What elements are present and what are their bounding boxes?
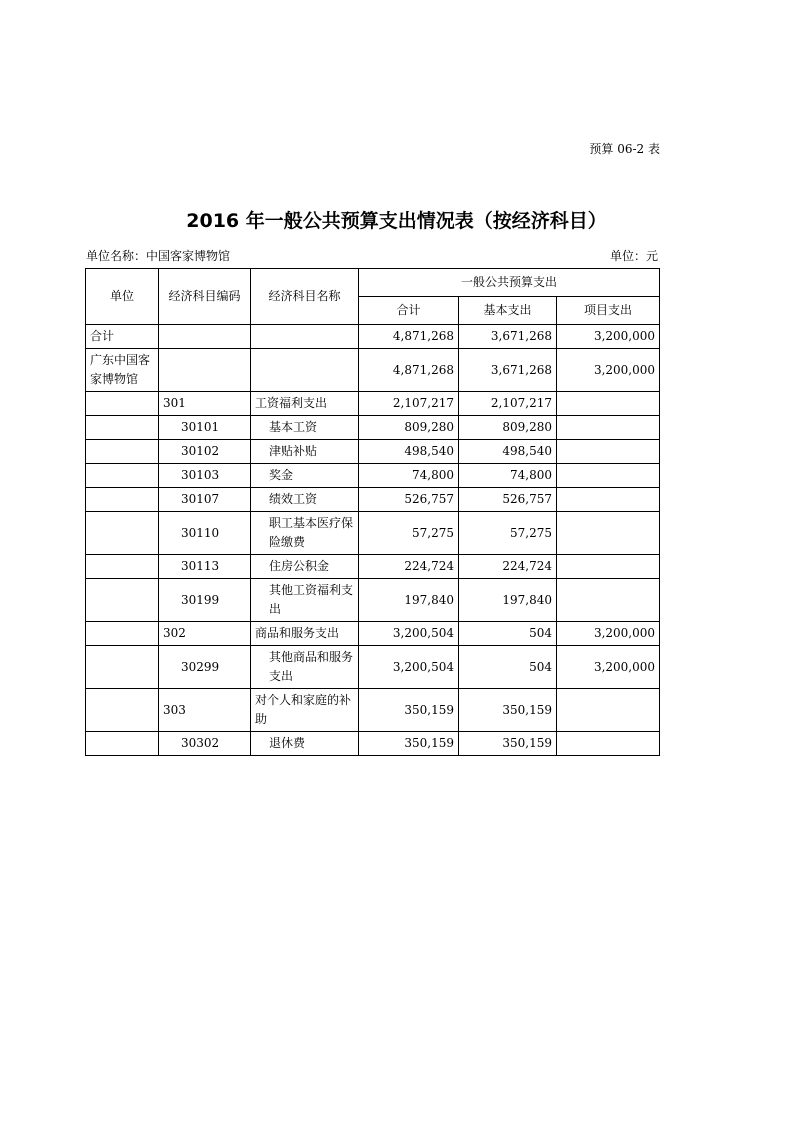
- cell-basic: 526,757: [459, 488, 557, 512]
- cell-basic: 504: [459, 622, 557, 646]
- cell-project: [557, 512, 660, 555]
- cell-project: [557, 689, 660, 732]
- cell-project: [557, 488, 660, 512]
- table-row: [86, 646, 660, 689]
- cell-name: 商品和服务支出: [251, 622, 359, 646]
- cell-name: 其他工资福利支出: [251, 579, 359, 622]
- cell-code: 30102: [159, 440, 251, 464]
- cell-total: 3,200,504: [359, 622, 459, 646]
- cell-basic: 2,107,217: [459, 392, 557, 416]
- cell-basic: 74,800: [459, 464, 557, 488]
- cell-name: 工资福利支出: [251, 392, 359, 416]
- header-total: 合计: [359, 297, 459, 325]
- cell-name: 基本工资: [251, 416, 359, 440]
- cell-project: [557, 416, 660, 440]
- cell-name: 对个人和家庭的补助: [251, 689, 359, 732]
- cell-name: [251, 325, 359, 349]
- cell-code: 30101: [159, 416, 251, 440]
- table-row: [86, 732, 660, 756]
- cell-code: 30110: [159, 512, 251, 555]
- cell-unit: [86, 646, 159, 689]
- currency-unit-label: 单位：元: [609, 249, 658, 263]
- cell-name: 津贴补贴: [251, 440, 359, 464]
- cell-total: 2,107,217: [359, 392, 459, 416]
- cell-name: 退休费: [251, 732, 359, 756]
- cell-unit: 合计: [86, 325, 159, 349]
- cell-code: 30299: [159, 646, 251, 689]
- cell-basic: 504: [459, 646, 557, 689]
- form-number: 预算 06-2 表: [589, 142, 660, 156]
- budget-table: [85, 268, 660, 756]
- header-basic: 基本支出: [459, 297, 557, 325]
- cell-total: 350,159: [359, 732, 459, 756]
- cell-basic: 224,724: [459, 555, 557, 579]
- cell-project: 3,200,000: [557, 349, 660, 392]
- header-unit: 单位: [86, 269, 159, 325]
- cell-code: [159, 349, 251, 392]
- cell-unit: [86, 622, 159, 646]
- cell-total: 74,800: [359, 464, 459, 488]
- cell-basic: 3,671,268: [459, 325, 557, 349]
- cell-basic: 3,671,268: [459, 349, 557, 392]
- cell-project: 3,200,000: [557, 622, 660, 646]
- cell-unit: [86, 392, 159, 416]
- table-row: [86, 622, 660, 646]
- header-code: 经济科目编码: [159, 269, 251, 325]
- table-row: [86, 689, 660, 732]
- cell-name: 其他商品和服务支出: [251, 646, 359, 689]
- cell-unit: [86, 416, 159, 440]
- cell-name: [251, 349, 359, 392]
- table-row: [86, 464, 660, 488]
- cell-total: 3,200,504: [359, 646, 459, 689]
- cell-project: [557, 579, 660, 622]
- table-row: [86, 579, 660, 622]
- table-row: [86, 512, 660, 555]
- cell-total: 498,540: [359, 440, 459, 464]
- header-project: 项目支出: [557, 297, 660, 325]
- cell-project: [557, 392, 660, 416]
- cell-total: 4,871,268: [359, 349, 459, 392]
- cell-total: 57,275: [359, 512, 459, 555]
- cell-code: 302: [159, 622, 251, 646]
- cell-code: 30302: [159, 732, 251, 756]
- cell-name: 绩效工资: [251, 488, 359, 512]
- table-row: [86, 349, 660, 392]
- cell-project: [557, 732, 660, 756]
- cell-name: 住房公积金: [251, 555, 359, 579]
- cell-unit: [86, 555, 159, 579]
- cell-unit: [86, 689, 159, 732]
- cell-total: 224,724: [359, 555, 459, 579]
- cell-basic: 57,275: [459, 512, 557, 555]
- cell-name: 职工基本医疗保险缴费: [251, 512, 359, 555]
- table-row: [86, 555, 660, 579]
- cell-unit: 广东中国客家博物馆: [86, 349, 159, 392]
- cell-total: 809,280: [359, 416, 459, 440]
- cell-unit: [86, 512, 159, 555]
- cell-code: 30113: [159, 555, 251, 579]
- table-row: [86, 488, 660, 512]
- cell-code: 301: [159, 392, 251, 416]
- cell-unit: [86, 440, 159, 464]
- cell-basic: 498,540: [459, 440, 557, 464]
- cell-basic: 350,159: [459, 689, 557, 732]
- cell-project: [557, 440, 660, 464]
- cell-project: [557, 464, 660, 488]
- table-row: [86, 440, 660, 464]
- cell-basic: 197,840: [459, 579, 557, 622]
- cell-project: 3,200,000: [557, 325, 660, 349]
- cell-code: 30103: [159, 464, 251, 488]
- table-row: [86, 392, 660, 416]
- cell-code: 303: [159, 689, 251, 732]
- cell-code: 30199: [159, 579, 251, 622]
- unit-name-label: 单位名称：中国客家博物馆: [86, 249, 231, 263]
- cell-total: 197,840: [359, 579, 459, 622]
- header-row-1: [86, 269, 660, 297]
- cell-total: 4,871,268: [359, 325, 459, 349]
- cell-project: 3,200,000: [557, 646, 660, 689]
- cell-unit: [86, 579, 159, 622]
- cell-unit: [86, 488, 159, 512]
- cell-unit: [86, 464, 159, 488]
- cell-project: [557, 555, 660, 579]
- header-group: 一般公共预算支出: [359, 269, 660, 297]
- page-title: 2016 年一般公共预算支出情况表（按经济科目）: [186, 210, 607, 232]
- table-row-total: [86, 325, 660, 349]
- cell-basic: 809,280: [459, 416, 557, 440]
- cell-total: 350,159: [359, 689, 459, 732]
- cell-unit: [86, 732, 159, 756]
- cell-total: 526,757: [359, 488, 459, 512]
- header-name: 经济科目名称: [251, 269, 359, 325]
- table-row: [86, 416, 660, 440]
- cell-code: [159, 325, 251, 349]
- cell-basic: 350,159: [459, 732, 557, 756]
- cell-name: 奖金: [251, 464, 359, 488]
- cell-code: 30107: [159, 488, 251, 512]
